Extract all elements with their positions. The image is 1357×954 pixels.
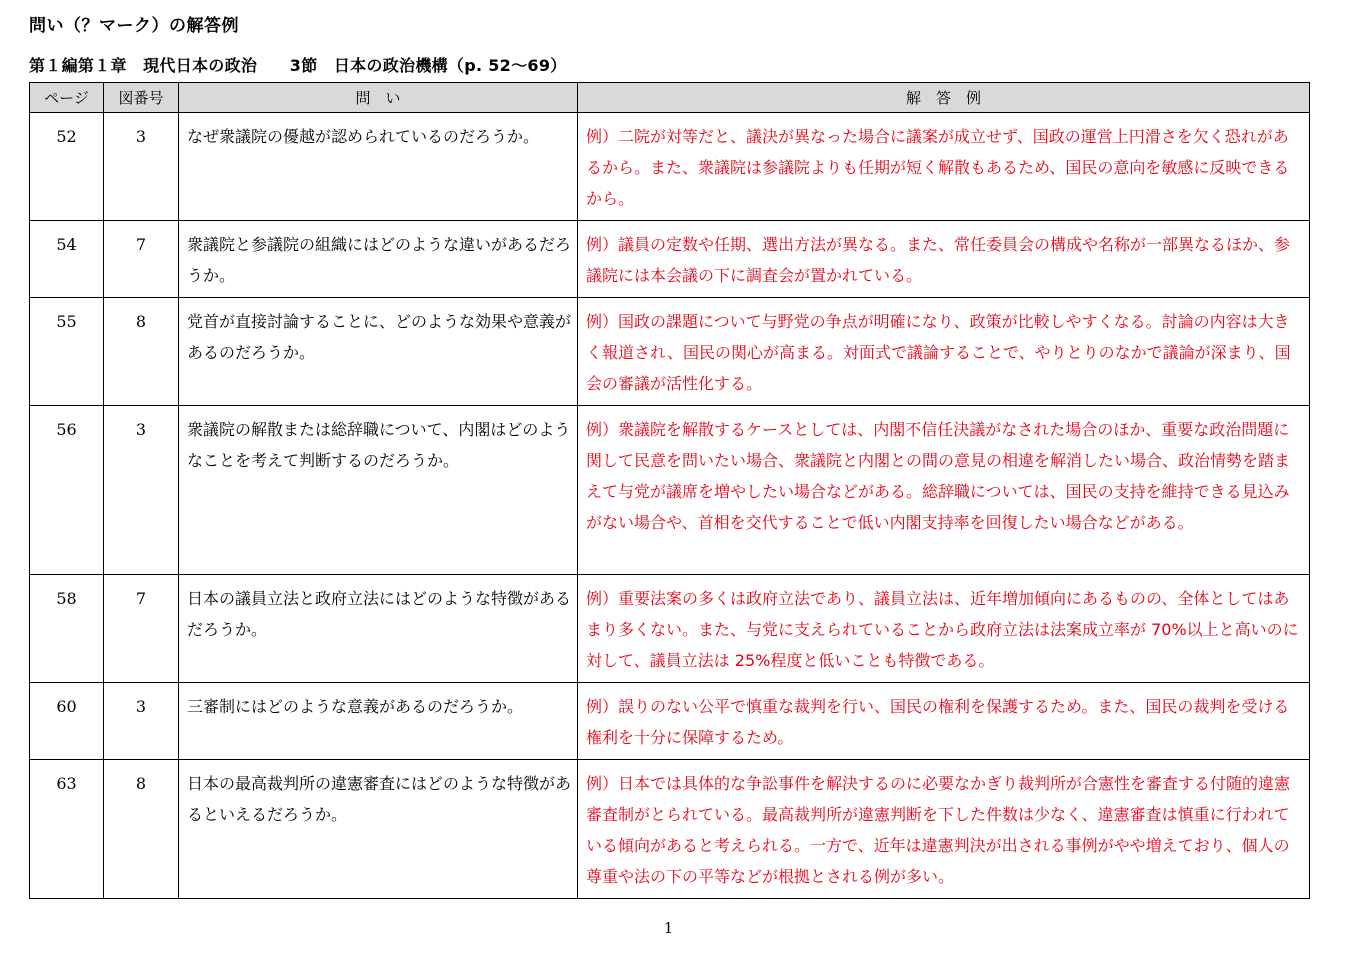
row-question: 三審制にはどのような意義があるのだろうか。 xyxy=(179,683,578,760)
table-row xyxy=(30,575,1310,683)
row-question: 日本の最高裁判所の違憲審査にはどのような特徴があるといえるだろうか。 xyxy=(179,760,578,899)
row-figure: 7 xyxy=(104,221,179,298)
table-row xyxy=(30,298,1310,406)
row-answer: 例）日本では具体的な争訟事件を解決するのに必要なかぎり裁判所が合憲性を審査する付随的違憲審査制がとられている。最高裁判所が違憲判断を下した件数は少なく、違憲審査は慎重に行われている傾向があると考えられる。一方で、近年は違憲判決が出される事例がやや増えており、個人の尊重や法の下の平等などが根拠とされる例が多い。 xyxy=(578,760,1310,899)
header-figure: 図番号 xyxy=(104,83,179,113)
row-question: 日本の議員立法と政府立法にはどのような特徴があるだろうか。 xyxy=(179,575,578,683)
row-answer: 例）二院が対等だと、議決が異なった場合に議案が成立せず、国政の運営上円滑さを欠く恐れがあるから。また、衆議院は参議院よりも任期が短く解散もあるため、国民の意向を敏感に反映できるから。 xyxy=(578,113,1310,221)
row-question: 党首が直接討論することに、どのような効果や意義があるのだろうか。 xyxy=(179,298,578,406)
header-row xyxy=(30,83,1310,113)
row-page: 52 xyxy=(30,113,104,221)
row-figure: 3 xyxy=(104,683,179,760)
row-question: 衆議院と参議院の組織にはどのような違いがあるだろうか。 xyxy=(179,221,578,298)
table-row xyxy=(30,683,1310,760)
qa-table xyxy=(29,82,1310,899)
row-page: 56 xyxy=(30,406,104,575)
row-answer: 例）重要法案の多くは政府立法であり、議員立法は、近年増加傾向にあるものの、全体としてはあまり多くない。また、与党に支えられていることから政府立法は法案成立率が 70%以上と高いのに対して、議員立法は 25%程度と低いことも特徴である。 xyxy=(578,575,1310,683)
row-figure: 7 xyxy=(104,575,179,683)
table-row xyxy=(30,221,1310,298)
row-page: 54 xyxy=(30,221,104,298)
row-page: 63 xyxy=(30,760,104,899)
header-question: 問 い xyxy=(179,83,578,113)
header-page: ページ xyxy=(30,83,104,113)
row-answer: 例）議員の定数や任期、選出方法が異なる。また、常任委員会の構成や名称が一部異なるほか、参議院には本会議の下に調査会が置かれている。 xyxy=(578,221,1310,298)
row-answer: 例）衆議院を解散するケースとしては、内閣不信任決議がなされた場合のほか、重要な政治問題に関して民意を問いたい場合、衆議院と内閣との間の意見の相違を解消したい場合、政治情勢を踏まえて与党が議席を増やしたい場合などがある。総辞職については、国民の支持を維持できる見込みがない場合や、首相を交代することで低い内閣支持率を回復したい場合などがある。 xyxy=(578,406,1310,575)
table-header xyxy=(30,83,1310,113)
row-figure: 8 xyxy=(104,760,179,899)
row-page: 58 xyxy=(30,575,104,683)
table-body xyxy=(30,113,1310,899)
row-question: 衆議院の解散または総辞職について、内閣はどのようなことを考えて判断するのだろうか。 xyxy=(179,406,578,575)
row-figure: 3 xyxy=(104,113,179,221)
table-row xyxy=(30,406,1310,575)
section-heading: 第１編第１章 現代日本の政治 3節 日本の政治機構（p. 52～69） xyxy=(29,56,567,75)
row-answer: 例）国政の課題について与野党の争点が明確になり、政策が比較しやすくなる。討論の内容は大きく報道され、国民の関心が高まる。対面式で議論することで、やりとりのなかで議論が深まり、国会の審議が活性化する。 xyxy=(578,298,1310,406)
document-title: 問い（？マーク）の解答例 xyxy=(29,16,239,36)
table-row xyxy=(30,113,1310,221)
row-page: 55 xyxy=(30,298,104,406)
row-figure: 8 xyxy=(104,298,179,406)
header-answer: 解 答 例 xyxy=(578,83,1310,113)
row-answer: 例）誤りのない公平で慎重な裁判を行い、国民の権利を保護するため。また、国民の裁判を受ける権利を十分に保障するため。 xyxy=(578,683,1310,760)
row-page: 60 xyxy=(30,683,104,760)
row-figure: 3 xyxy=(104,406,179,575)
table-row xyxy=(30,760,1310,899)
page-number: 1 xyxy=(663,919,674,937)
row-question: なぜ衆議院の優越が認められているのだろうか。 xyxy=(179,113,578,221)
